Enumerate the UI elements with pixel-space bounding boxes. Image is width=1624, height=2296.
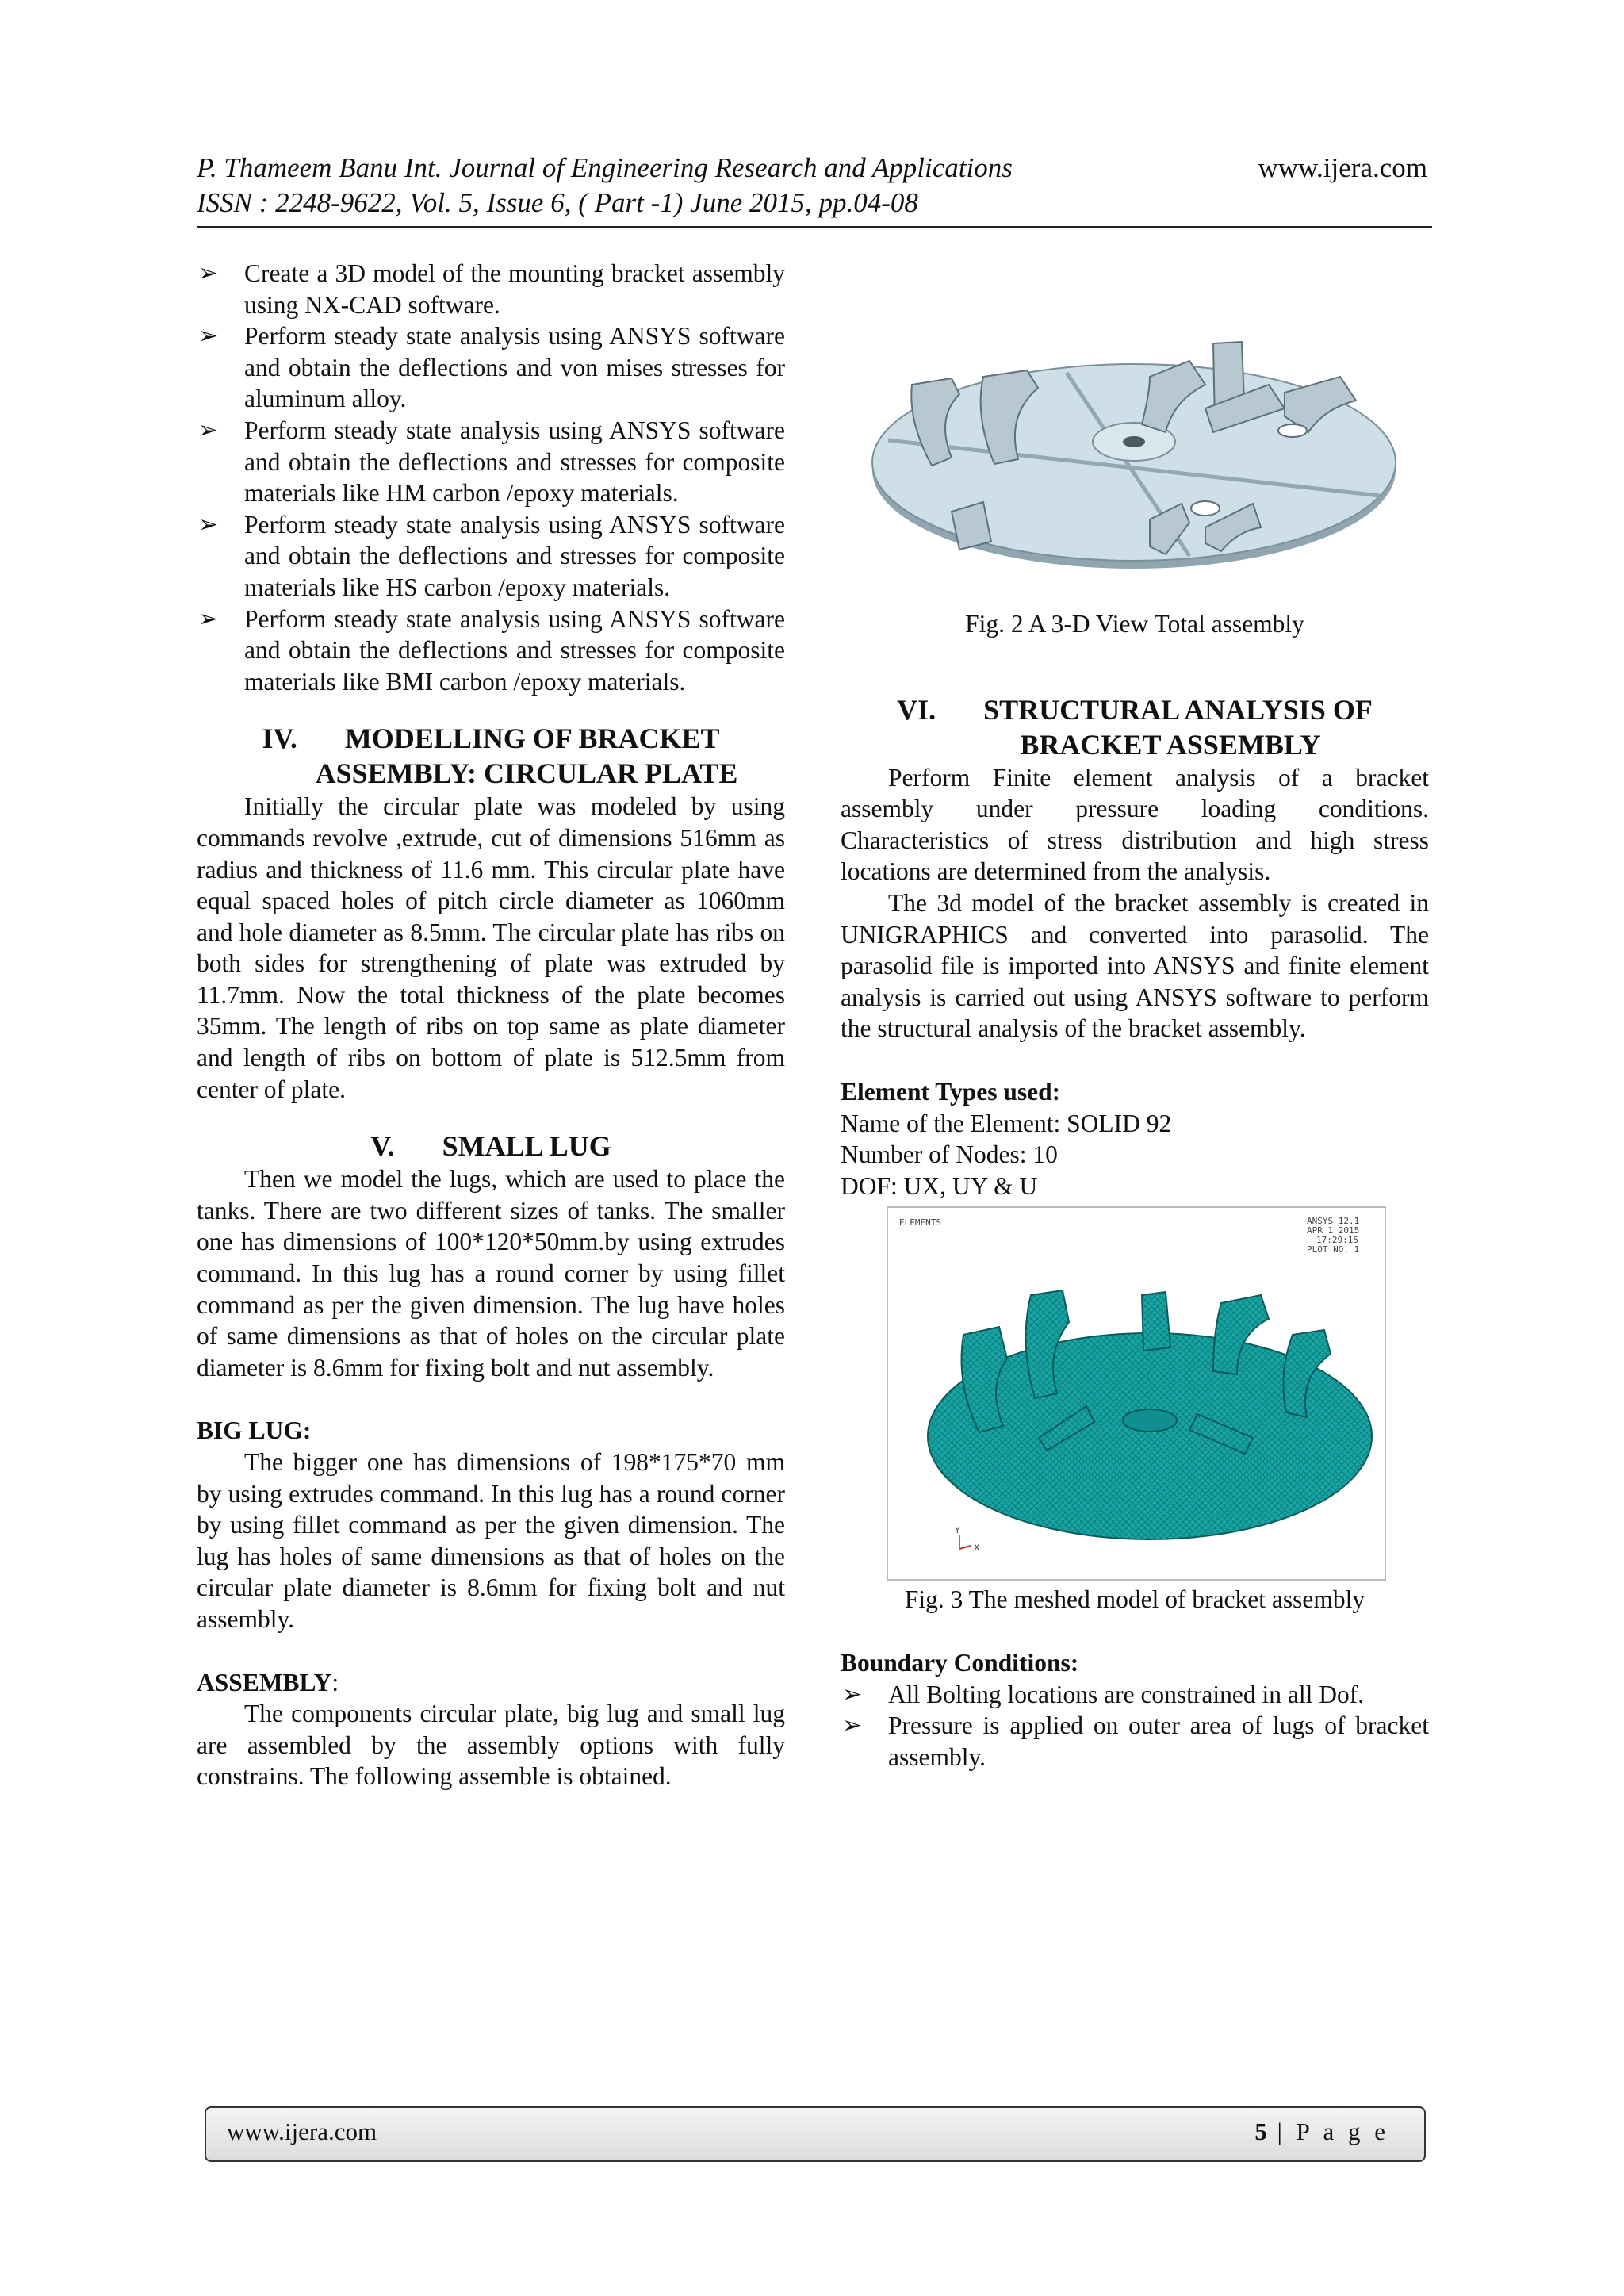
svg-text:APR 1 2015: APR 1 2015 [1307, 1225, 1360, 1236]
list-item: ➢ All Bolting locations are constrained in all Dof. [841, 1679, 1429, 1711]
list-item: ➢ Perform steady state analysis using ANSYS software and obtain the deflections and stresses for composite materials like BMI carbon /epoxy materials. [198, 604, 785, 696]
page-number: 5 | P a g e [1254, 2118, 1389, 2145]
figure-3d-assembly [864, 258, 1404, 591]
section-heading-structural: VI. STRUCTURAL ANALYSIS OF BRACKET ASSEMBLY [897, 693, 1373, 761]
svg-text:ANSYS 12.1: ANSYS 12.1 [1307, 1216, 1360, 1227]
axis-y-label: Y [955, 1525, 960, 1536]
section-heading-small-lug: V. SMALL LUG [370, 1130, 611, 1163]
section-heading-modelling: IV. MODELLING OF BRACKET ASSEMBLY: CIRCULAR PLATE [262, 723, 738, 790]
element-name-line: Name of the Element: SOLID 92 [841, 1109, 1172, 1137]
boundary-heading: Boundary Conditions: [841, 1648, 1079, 1677]
list-item: ➢ Perform steady state analysis using ANSYS software and obtain the deflections and stresses for composite materials like HS carbon /epoxy materials. [198, 510, 785, 601]
fig3-caption: Fig. 3 The meshed model of bracket assembly [904, 1585, 1365, 1614]
modelling-paragraph: Initially the circular plate was modeled by using commands revolve ,extrude, cut of dimensions 516mm as radius and thickness of 11.6 mm. This circular plate have equal spaced holes of pitch circle diameter as 1060mm and hole diameter as 8.5mm. The circular plate has ribs on both sides for strengthening of plate was extruded by 11.7mm. Now the total thickness of the plate becomes 35mm. The length of ribs on top same as plate diameter and length of ribs on bottom of plate is 512.5mm from center of plate. [197, 792, 785, 1103]
left-column [197, 258, 785, 1792]
issn-line: ISSN : 2248-9622, Vol. 5, Issue 6, ( Part -1) June 2015, pp.04-08 [197, 187, 918, 218]
arrowhead-bullet-icon: ➢ [198, 511, 219, 538]
journal-website[interactable]: www.ijera.com [1258, 152, 1427, 183]
arrowhead-bullet-icon: ➢ [842, 1712, 863, 1739]
structural-paragraph-2: The 3d model of the bracket assembly is created in UNIGRAPHICS and converted into parasolid. The parasolid file is imported into ANSYS and finite element analysis is carried out using ANSYS software to perform the structural analysis of the bracket assembly. [841, 888, 1429, 1043]
small-lug-paragraph: Then we model the lugs, which are used to place the tanks. There are two different sizes of tanks. The smaller one has dimensions of 100*120*50mm.by using extrudes command. In this lug has a round corner by using fillet command as per the given dimension. The lug have holes of same dimensions as that of holes on the circular plate diameter is 8.6mm for fixing bolt and nut assembly. [197, 1165, 785, 1382]
big-lug-paragraph: The bigger one has dimensions of 198*175*70 mm by using extrudes command. In this lug has a round corner by using fillet command as per the given dimension. The lug has holes of same dimensions as that of holes on the circular plate diameter is 8.6mm for fixing bolt and nut assembly. [197, 1448, 785, 1633]
big-lug-heading: BIG LUG: [197, 1416, 312, 1445]
right-column [841, 258, 1429, 1773]
list-item: ➢ Perform steady state analysis using ANSYS software and obtain the deflections and von mises stresses for aluminum alloy. [198, 322, 785, 413]
objectives-list [197, 258, 785, 697]
arrowhead-bullet-icon: ➢ [198, 605, 219, 632]
boundary-list [841, 1679, 1429, 1773]
header-rule [197, 226, 1432, 228]
assembly-paragraph: The components circular plate, big lug and small lug are assembled by the assembly options with fully constrains. The following assemble is obtained. [197, 1700, 785, 1791]
nodes-line: Number of Nodes: 10 [841, 1140, 1058, 1169]
arrowhead-bullet-icon: ➢ [198, 323, 219, 350]
arrowhead-bullet-icon: ➢ [198, 416, 219, 443]
list-item: ➢ Perform steady state analysis using ANSYS software and obtain the deflections and stresses for composite materials like HM carbon /epoxy materials. [198, 416, 785, 508]
figure-meshed-model [887, 1206, 1386, 1581]
axis-x-label: X [974, 1543, 980, 1554]
svg-text:PLOT NO. 1: PLOT NO. 1 [1307, 1244, 1360, 1255]
journal-citation-line: P. Thameem Banu Int. Journal of Engineering Research and Applications [197, 152, 1013, 183]
svg-text:17:29:15: 17:29:15 [1316, 1235, 1358, 1246]
element-types-heading: Element Types used: [841, 1077, 1061, 1106]
fig2-caption: Fig. 2 A 3-D View Total assembly [965, 610, 1304, 638]
meshed-model-image [888, 1208, 1385, 1579]
ansys-elements-label: ELEMENTS [899, 1217, 941, 1228]
dof-line: DOF: UX, UY & U [841, 1171, 1038, 1200]
arrowhead-bullet-icon: ➢ [842, 1681, 863, 1708]
footer-website[interactable]: www.ijera.com [227, 2118, 377, 2145]
list-item: ➢ Pressure is applied on outer area of lugs of bracket assembly. [842, 1711, 1429, 1771]
arrowhead-bullet-icon: ➢ [198, 260, 219, 286]
assembly-heading: ASSEMBLY: [197, 1668, 339, 1696]
structural-paragraph-1: Perform Finite element analysis of a bracket assembly under pressure loading conditions. Characteristics of stress distribution and high stress locations are determined from the analysis. [841, 763, 1429, 886]
bracket-assembly-3d-image [864, 258, 1404, 591]
list-item: ➢ Create a 3D model of the mounting bracket assembly using NX-CAD software. [198, 259, 785, 319]
page-footer [205, 2106, 1426, 2162]
page-header [197, 151, 1432, 220]
